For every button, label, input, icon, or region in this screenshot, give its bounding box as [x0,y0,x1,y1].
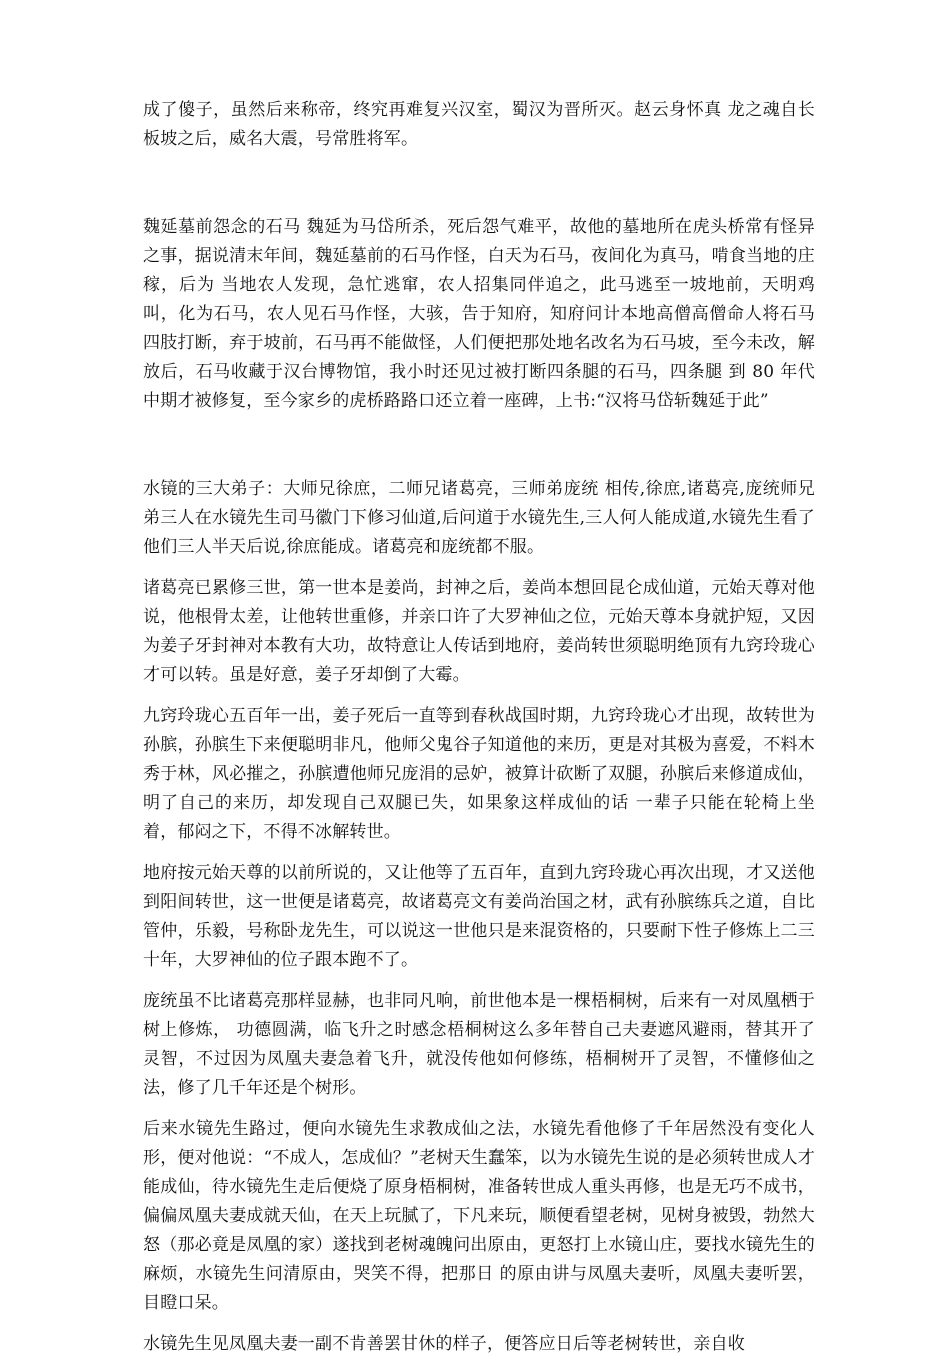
paragraph-spacer [143,1103,815,1115]
paragraph-zhao-yun: 成了傻子，虽然后来称帝，终究再难复兴汉室，蜀汉为晋所灭。赵云身怀真 龙之魂自长板坡之后，威名大震，号常胜将军。 [143,100,815,149]
paragraph-spacer [143,154,815,213]
paragraph-shuijing-promise: 水镜先生见凤凰夫妻一副不肯善罢甘休的样子，便答应日后等老树转世，亲自收 [143,1334,745,1354]
paragraph-spacer [143,416,815,475]
paragraph-spacer [143,690,815,702]
paragraph-sun-bin: 九窍玲珑心五百年一出，姜子死后一直等到春秋战国时期，九窍玲珑心才出现，故转世为孙膑，孙膑生下来便聪明非凡，他师父鬼谷子知道他的来历，更是对其极为喜爱，不料木秀于林，风必摧之，孙膑遭他师兄庞涓的忌妒，被算计砍断了双腿，孙膑后来修道成仙，明了自己的来历，却发现自己双腿已失，如果象这样成仙的话 一辈子只能在轮椅上坐着，郁闷之下，不得不冰解转世。 [143,706,815,842]
paragraph-zhuge-liang-three-lives: 诸葛亮已累修三世，第一世本是姜尚，封神之后，姜尚本想回昆仑成仙道，元始天尊对他说，他根骨太差，让他转世重修，并亲口许了大罗神仙之位，元始天尊本身就护短，又因为姜子牙封神对本教有大功，故特意让人传话到地府，姜尚转世须聪明绝顶有九窍玲珑心才可以转。虽是好意，姜子牙却倒了大霉。 [143,578,815,685]
document-body [143,96,815,1359]
paragraph-phoenix-anger: 后来水镜先生路过，便向水镜先生求教成仙之法，水镜先看他修了千年居然没有变化人形，便对他说：“不成人，怎成仙？”老树天生蠢笨，以为水镜先生说的是必须转世成人才能成仙，待水镜先生走后便烧了原身梧桐树，准备转世成人重头再修，也是无巧不成书，偏偏凤凰夫妻成就天仙，在天上玩腻了，下凡来玩，顺便看望老树，见树身被毁，勃然大怒（那必竟是凤凰的家）遂找到老树魂魄问出原由，更怒打上水镜山庄，要找水镜先生的麻烦，水镜先生问清原由，哭笑不得，把那日 的原由讲与凤凰夫妻听，凤凰夫妻听罢，目瞪口呆。 [143,1119,815,1313]
paragraph-spacer [143,1318,815,1330]
paragraph-wei-yan-stone-horse: 魏延墓前怨念的石马 魏延为马岱所杀，死后怨气难平，故他的墓地所在虎头桥常有怪异之事，据说清末年间，魏延墓前的石马作怪，白天为石马，夜间化为真马，啃食当地的庄稼，后为 当地农人发现，急忙逃窜，农人招集同伴追之，此马逃至一坡地前，天明鸡叫，化为石马，农人见石马作怪，大骇，告于知府，知府问计本地高僧高僧命人将石马 四肢打断，弃于坡前，石马再不能做怪，人们便把那处地名改名为石马坡，至今未改，解放后，石马收藏于汉台博物馆，我小时还见过被打断四条腿的石马，四条腿 到 80 年代中期才被修复，至今家乡的虎桥路路口还立着一座碑，上书:“汉将马岱斩魏延于此” [143,217,815,411]
paragraph-underworld-rebirth: 地府按元始天尊的以前所说的，又让他等了五百年，直到九窍玲珑心再次出现，才又送他到阳间转世，这一世便是诸葛亮，故诸葛亮文有姜尚治国之材，武有孙膑练兵之道，自比管仲，乐毅，号称卧龙先生，可以说这一世他只是来混资格的，只要耐下性子修炼上二三十年，大罗神仙的位子跟本跑不了。 [143,863,815,970]
paragraph-shuijing-disciples: 水镜的三大弟子：大师兄徐庶，二师兄诸葛亮，三师弟庞统 相传,徐庶,诸葛亮,庞统师兄弟三人在水镜先生司马徽门下修习仙道,后问道于水镜先生,三人何人能成道,水镜先生看了他们三人半天后说,徐庶能成。诸葛亮和庞统都不服。 [143,479,815,557]
paragraph-spacer [143,847,815,859]
paragraph-spacer [143,975,815,987]
paragraph-pang-tong-tree: 庞统虽不比诸葛亮那样显赫，也非同凡响，前世他本是一棵梧桐树，后来有一对凤凰栖于树上修炼， 功德圆满，临飞升之时感念梧桐树这么多年替自己夫妻遮风避雨，替其开了灵智，不过因为凤凰夫妻急着飞升，就没传他如何修练，梧桐树开了灵智，不懂修仙之法，修了几千年还是个树形。 [143,991,815,1098]
paragraph-spacer [143,562,815,574]
